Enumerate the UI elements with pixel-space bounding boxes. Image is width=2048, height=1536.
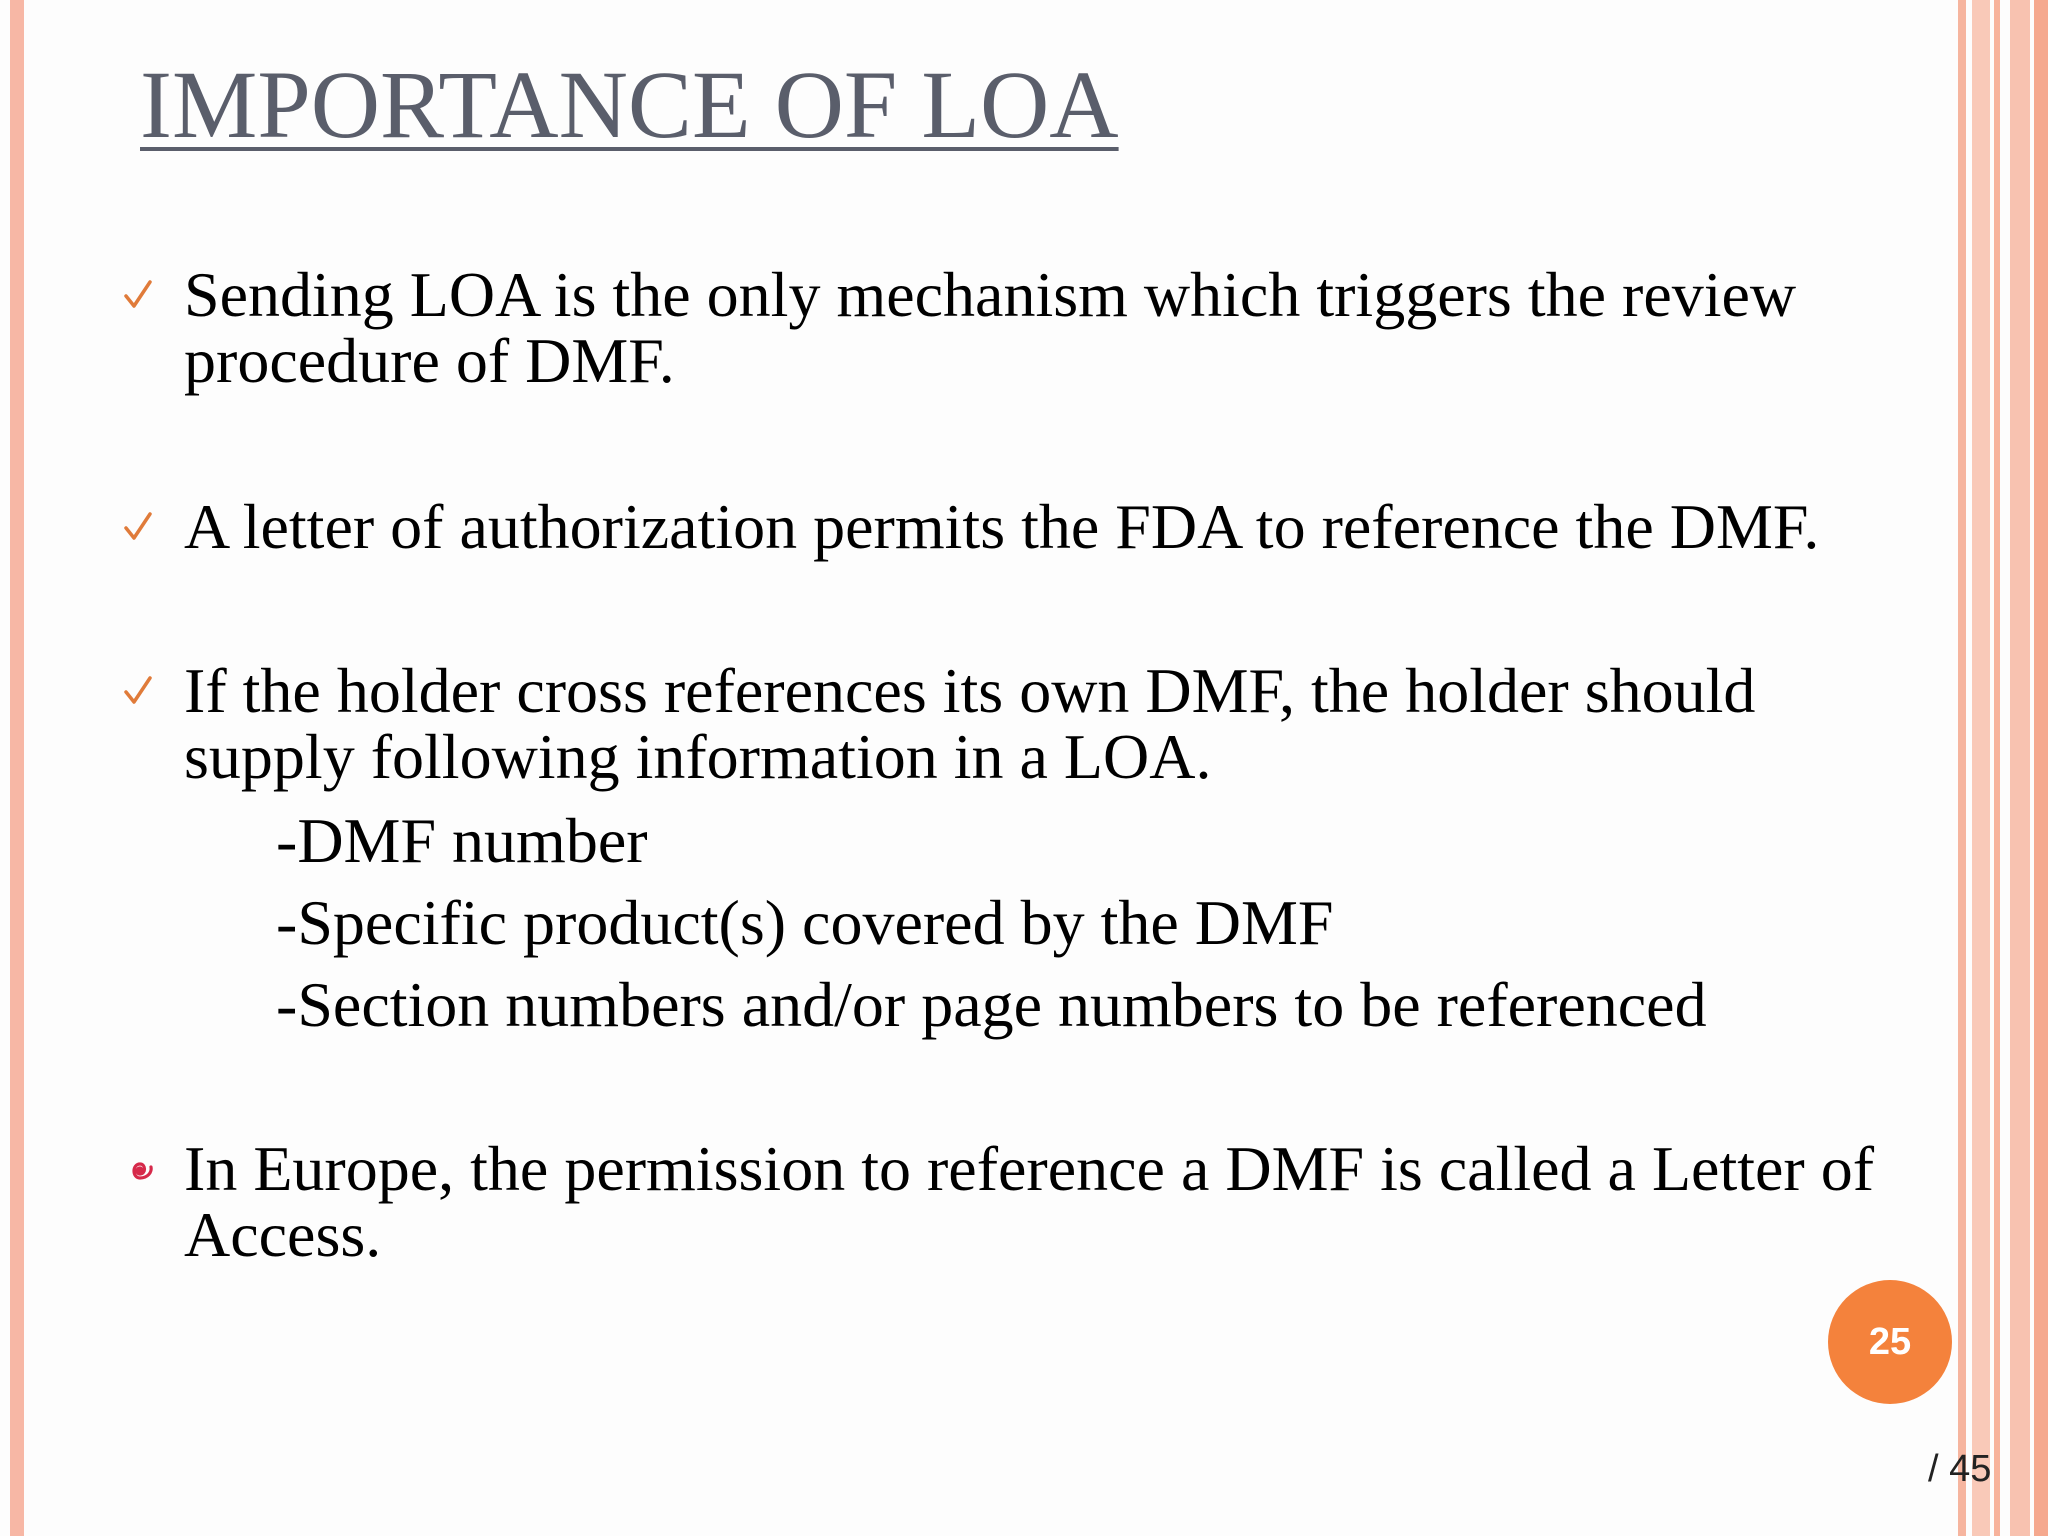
bullet-line: A letter of authorization permits the FDA to reference the DMF. <box>184 491 1820 562</box>
bullet-line: procedure of DMF. <box>184 325 675 396</box>
slide-title: IMPORTANCE OF LOA <box>140 51 1119 158</box>
page-number-badge: 25 <box>1828 1280 1952 1404</box>
bullet-item <box>120 1133 2000 1270</box>
checkmark-icon <box>120 672 160 712</box>
swirl-icon <box>120 1150 160 1190</box>
sub-item: -DMF number <box>276 805 648 876</box>
bullet-line: In Europe, the permission to reference a DMF is called a Letter of <box>184 1133 1875 1204</box>
sub-item: -Section numbers and/or page numbers to be referenced <box>276 969 1707 1040</box>
bullet-item <box>120 259 2000 396</box>
bullet-line: If the holder cross references its own DMF, the holder should <box>184 655 1756 726</box>
left-border-stripe <box>10 0 24 1536</box>
sub-item: -Specific product(s) covered by the DMF <box>276 887 1334 958</box>
right-border-stripe <box>2034 0 2048 1536</box>
checkmark-icon <box>120 276 160 316</box>
bullet-line: supply following information in a LOA. <box>184 721 1212 792</box>
bullet-item <box>120 491 2000 562</box>
bullet-line: Access. <box>184 1199 382 1270</box>
right-border-stripe <box>2010 0 2030 1536</box>
bullet-line: Sending LOA is the only mechanism which triggers the review <box>184 259 1797 330</box>
page-total: / 45 <box>1928 1448 1992 1490</box>
bullet-item <box>120 655 2000 792</box>
checkmark-icon <box>120 508 160 548</box>
